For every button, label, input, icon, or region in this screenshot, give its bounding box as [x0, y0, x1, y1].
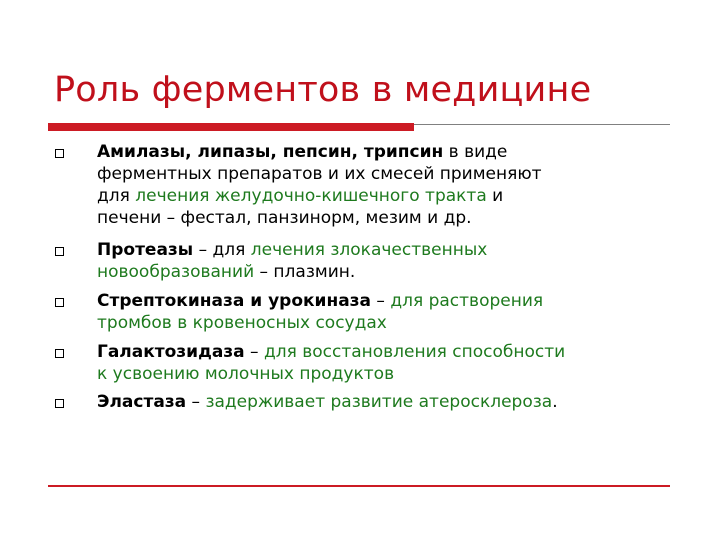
term-label: Протеазы	[97, 240, 194, 260]
highlighted-text: лечения желудочно-кишечного тракта	[135, 186, 487, 206]
square-bullet-icon	[55, 247, 64, 256]
term-label: Эластаза	[97, 392, 187, 412]
footer-divider-line	[48, 485, 670, 487]
square-bullet-icon	[55, 298, 64, 307]
body-text: – плазмин.	[254, 262, 356, 282]
body-text: в виде	[443, 142, 508, 162]
body-text: и	[486, 186, 504, 206]
highlighted-text: тромбов в кровеносных сосудах	[97, 313, 387, 333]
list-item-line	[97, 239, 487, 261]
highlighted-text: для растворения	[390, 291, 544, 311]
square-bullet-icon	[55, 349, 64, 358]
list-item-line	[97, 261, 355, 283]
list-item-line	[97, 290, 543, 312]
body-text: – для	[193, 240, 251, 260]
list-item-line	[97, 163, 542, 185]
highlighted-text: лечения злокачественных	[250, 240, 488, 260]
body-text: ферментных препаратов и их смесей применяют	[97, 164, 542, 184]
square-bullet-icon	[55, 399, 64, 408]
highlighted-text: новообразований	[97, 262, 255, 282]
term-label: Галактозидаза	[97, 342, 245, 362]
list-item-line	[97, 207, 472, 229]
list-item-line	[97, 312, 387, 334]
term-label: Стрептокиназа и урокиназа	[97, 291, 372, 311]
body-text: –	[244, 342, 264, 362]
list-item-line	[97, 141, 507, 163]
body-text: для	[97, 186, 136, 206]
list-item-line	[97, 341, 565, 363]
body-text: печени – фестал, панзинорм, мезим и др.	[97, 208, 472, 228]
body-text: –	[371, 291, 391, 311]
highlighted-text: к усвоению молочных продуктов	[97, 364, 395, 384]
highlighted-text: для восстановления способности	[263, 342, 566, 362]
body-text: –	[186, 392, 206, 412]
list-item-line	[97, 391, 558, 413]
body-text: .	[552, 392, 558, 412]
list-item-line	[97, 185, 503, 207]
slide-title: Роль ферментов в медицине	[54, 70, 592, 110]
term-label: Амилазы, липазы, пепсин, трипсин	[97, 142, 444, 162]
list-item-line	[97, 363, 394, 385]
square-bullet-icon	[55, 149, 64, 158]
highlighted-text: задерживает развитие атеросклероза	[205, 392, 553, 412]
